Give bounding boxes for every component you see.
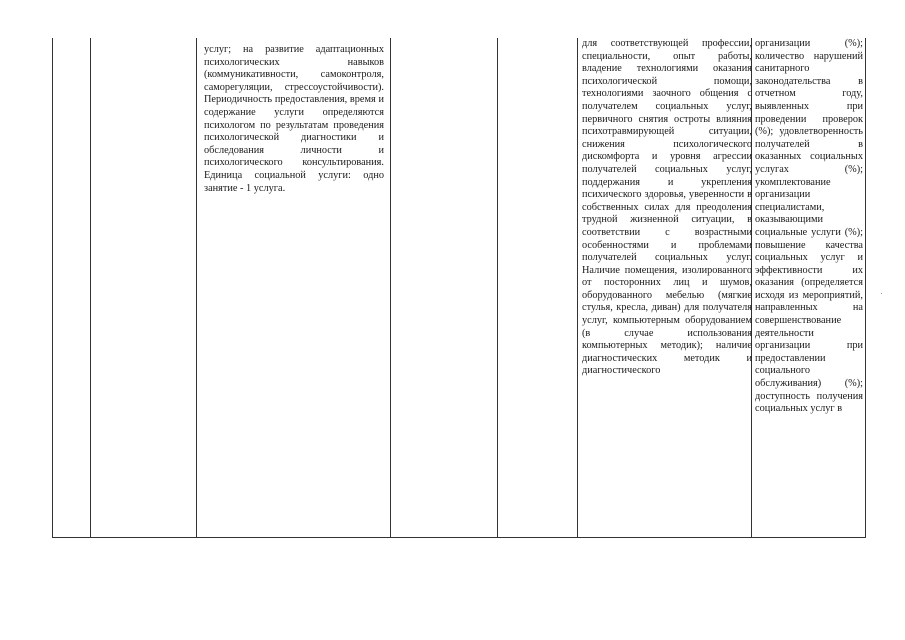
scan-speck	[881, 293, 882, 294]
service-description-text: услуг; на развитие адаптационных психологических навыков (коммуникативности, самоконтроля, саморегуляции, стрессоустойчивости). Периодичность предоставления, время и содержание услуги определяются психологом по результатам проведения психологической диагностики и обследования личности и психологического консультирования. Единица социальной услуги: одно занятие - 1 услуга.	[204, 44, 384, 194]
column-divider	[497, 38, 498, 537]
service-description-cell	[204, 44, 384, 537]
quality-indicators-text: организации (%); количество нарушений санитарного законодательства в отчетном году, выявленных при проведении проверок (%); удовлетворенность получателей в оказанных социальных услугах (%); укомплектование организации специалистами, оказывающими социальные услуги (%); повышение качества социальных услуг и эффективности их оказания (определяется исходя из мероприятий, направленных на совершенствование деятельности организации при предоставлении социального обслуживания) (%); доступность получения социальных услуг в	[755, 38, 863, 415]
column-divider	[390, 38, 391, 537]
column-divider	[577, 38, 578, 537]
column-divider	[196, 38, 197, 537]
quality-indicators-cell	[755, 38, 863, 537]
conditions-cell	[582, 38, 752, 537]
conditions-text: для соответствующей профессии, специальности, опыт работы, владение технологиями оказания психологической помощи, технологиями заочного общения с получателем социальных услуг, первичного снятия остроты влияния психотравмирующей ситуации, снижения психологического дискомфорта и уровня агрессии получателей социальных услуг, поддержания и укрепления психического здоровья, уверенности в собственных силах для преодоления трудной жизненной ситуации, в соответствии с возрастными особенностями и проблемами получателей социальных услуг. Наличие помещения, изолированного от посторонних лиц и шумов, оборудованного мебелью (мягкие стулья, кресла, диван) для получателя услуг, компьютерным оборудованием (в случае использования компьютерных методик); наличие диагностических методик и диагностического	[582, 38, 752, 377]
column-divider	[90, 38, 91, 537]
services-table	[52, 38, 866, 538]
